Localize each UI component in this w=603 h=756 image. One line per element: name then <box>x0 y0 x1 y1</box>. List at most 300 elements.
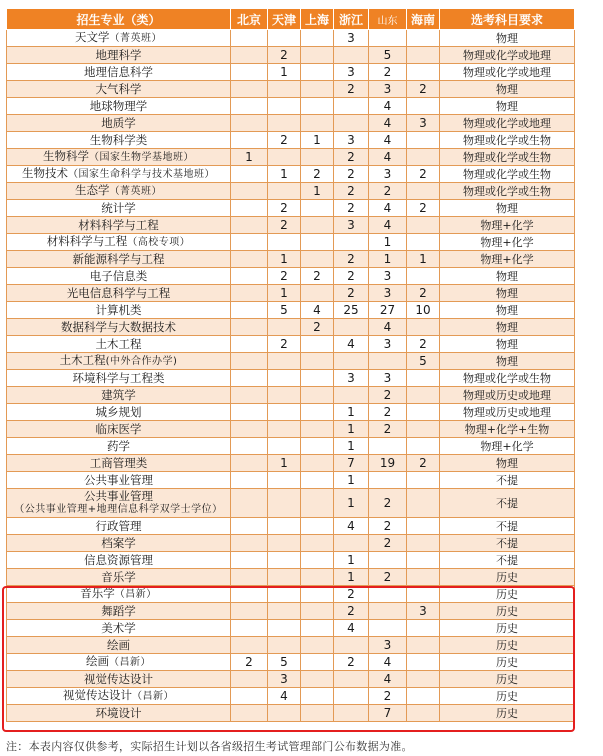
quota-hainan <box>407 132 440 149</box>
major-name: 地理信息科学 <box>84 64 153 79</box>
quota-shandong: 27 <box>369 302 407 319</box>
quota-zhejiang: 1 <box>334 404 369 421</box>
quota-beijing <box>231 535 268 552</box>
quota-tianjin <box>268 586 301 603</box>
major-cell <box>7 370 231 387</box>
subject-requirement: 物理或化学或地理 <box>440 64 575 81</box>
major-cell <box>7 688 231 705</box>
quota-shandong: 3 <box>369 166 407 183</box>
quota-shanghai <box>301 671 334 688</box>
subject-requirement: 物理 <box>440 268 575 285</box>
subject-requirement: 不提 <box>440 535 575 552</box>
quota-zhejiang: 2 <box>334 251 369 268</box>
quota-shanghai <box>301 654 334 671</box>
quota-beijing <box>231 387 268 404</box>
quota-hainan <box>407 569 440 586</box>
quota-shanghai <box>301 535 334 552</box>
table-row <box>7 217 575 234</box>
quota-tianjin <box>268 98 301 115</box>
major-cell <box>7 98 231 115</box>
quota-beijing <box>231 438 268 455</box>
quota-zhejiang <box>334 98 369 115</box>
quota-hainan <box>407 319 440 336</box>
subject-requirement: 不提 <box>440 489 575 518</box>
quota-zhejiang <box>334 319 369 336</box>
header-beijing: 北京 <box>231 9 268 30</box>
subject-requirement: 物理或化学或生物 <box>440 183 575 200</box>
subject-requirement: 历史 <box>440 586 575 603</box>
quota-zhejiang <box>334 688 369 705</box>
quota-hainan <box>407 217 440 234</box>
quota-shandong: 4 <box>369 217 407 234</box>
quota-shandong: 4 <box>369 98 407 115</box>
quota-beijing <box>231 620 268 637</box>
quota-tianjin: 2 <box>268 200 301 217</box>
table-row <box>7 98 575 115</box>
quota-hainan: 3 <box>407 115 440 132</box>
table-row <box>7 370 575 387</box>
quota-tianjin <box>268 438 301 455</box>
major-name: 光电信息科学与工程 <box>66 285 171 300</box>
quota-hainan <box>407 654 440 671</box>
subject-requirement: 物理 <box>440 319 575 336</box>
major-cell <box>7 518 231 535</box>
quota-shanghai <box>301 387 334 404</box>
quota-zhejiang <box>334 47 369 64</box>
quota-beijing <box>231 217 268 234</box>
subject-requirement: 历史 <box>440 688 575 705</box>
subject-requirement: 历史 <box>440 705 575 722</box>
quota-beijing <box>231 472 268 489</box>
quota-hainan: 2 <box>407 285 440 302</box>
quota-zhejiang <box>334 637 369 654</box>
quota-tianjin <box>268 421 301 438</box>
table-row <box>7 115 575 132</box>
quota-shanghai <box>301 637 334 654</box>
quota-zhejiang: 2 <box>334 268 369 285</box>
table-row <box>7 64 575 81</box>
quota-shanghai <box>301 81 334 98</box>
major-name: 生物科学 <box>43 149 89 163</box>
quota-hainan <box>407 234 440 251</box>
table-row <box>7 637 575 654</box>
table-header-row <box>7 9 575 30</box>
major-name: 材料科学与工程 <box>78 217 159 232</box>
header-major: 招生专业（类） <box>7 9 231 30</box>
major-name: 大气科学 <box>95 81 142 96</box>
quota-shandong: 3 <box>369 370 407 387</box>
quota-tianjin <box>268 637 301 654</box>
quota-zhejiang: 3 <box>334 370 369 387</box>
quota-hainan <box>407 620 440 637</box>
quota-shandong <box>369 438 407 455</box>
quota-hainan <box>407 472 440 489</box>
major-name: 音乐学 <box>80 586 115 600</box>
table-row <box>7 569 575 586</box>
quota-shanghai <box>301 455 334 472</box>
quota-hainan <box>407 489 440 518</box>
subject-requirement: 物理+化学 <box>440 217 575 234</box>
major-name: 药学 <box>107 438 130 453</box>
quota-zhejiang: 4 <box>334 518 369 535</box>
major-name: 音乐学 <box>101 569 136 584</box>
quota-shanghai <box>301 421 334 438</box>
quota-tianjin <box>268 603 301 620</box>
table-row <box>7 149 575 166</box>
quota-zhejiang: 2 <box>334 586 369 603</box>
major-cell <box>7 404 231 421</box>
quota-shandong: 4 <box>369 132 407 149</box>
major-cell <box>7 705 231 722</box>
quota-tianjin: 4 <box>268 688 301 705</box>
quota-beijing <box>231 47 268 64</box>
quota-shanghai <box>301 217 334 234</box>
table-row <box>7 404 575 421</box>
quota-beijing <box>231 688 268 705</box>
subject-requirement: 历史 <box>440 620 575 637</box>
major-cell <box>7 586 231 603</box>
table-row <box>7 535 575 552</box>
major-cell <box>7 319 231 336</box>
quota-hainan <box>407 268 440 285</box>
quota-zhejiang: 4 <box>334 336 369 353</box>
quota-beijing <box>231 637 268 654</box>
quota-beijing <box>231 132 268 149</box>
quota-tianjin <box>268 569 301 586</box>
quota-tianjin <box>268 404 301 421</box>
quota-shanghai <box>301 370 334 387</box>
quota-hainan <box>407 705 440 722</box>
quota-tianjin <box>268 535 301 552</box>
major-cell <box>7 302 231 319</box>
major-name: 公共事业管理 <box>84 489 153 503</box>
subject-requirement: 物理 <box>440 30 575 47</box>
quota-shanghai <box>301 30 334 47</box>
quota-beijing <box>231 268 268 285</box>
subject-requirement: 物理+化学 <box>440 438 575 455</box>
quota-zhejiang: 1 <box>334 421 369 438</box>
quota-zhejiang: 2 <box>334 149 369 166</box>
quota-beijing <box>231 603 268 620</box>
subject-requirement: 不提 <box>440 472 575 489</box>
major-note: （菁英班） <box>109 186 162 197</box>
major-name: 生物科学类 <box>89 132 148 147</box>
quota-zhejiang <box>334 353 369 370</box>
quota-hainan: 2 <box>407 336 440 353</box>
quota-shanghai: 4 <box>301 302 334 319</box>
table-row <box>7 671 575 688</box>
major-name: 地质学 <box>101 115 136 130</box>
subject-requirement: 物理或历史或地理 <box>440 387 575 404</box>
quota-shanghai <box>301 98 334 115</box>
quota-tianjin <box>268 705 301 722</box>
table-row <box>7 387 575 404</box>
table-row <box>7 234 575 251</box>
subject-requirement: 不提 <box>440 552 575 569</box>
quota-beijing <box>231 234 268 251</box>
quota-tianjin <box>268 370 301 387</box>
subject-requirement: 物理或化学或生物 <box>440 149 575 166</box>
quota-shanghai <box>301 552 334 569</box>
major-cell <box>7 552 231 569</box>
subject-requirement: 历史 <box>440 603 575 620</box>
quota-zhejiang: 3 <box>334 64 369 81</box>
quota-hainan <box>407 387 440 404</box>
quota-shandong: 2 <box>369 404 407 421</box>
quota-shandong: 5 <box>369 47 407 64</box>
subject-requirement: 物理或历史或地理 <box>440 404 575 421</box>
subject-requirement: 物理+化学+生物 <box>440 421 575 438</box>
quota-shandong <box>369 586 407 603</box>
quota-shanghai <box>301 149 334 166</box>
major-cell <box>7 200 231 217</box>
quota-shandong <box>369 603 407 620</box>
table-row <box>7 455 575 472</box>
major-note: （昌新） <box>114 589 157 600</box>
quota-hainan <box>407 421 440 438</box>
quota-tianjin: 3 <box>268 671 301 688</box>
major-cell <box>7 149 231 166</box>
major-cell <box>7 115 231 132</box>
major-name: 临床医学 <box>95 421 142 436</box>
major-name: 材料科学与工程 <box>46 234 128 248</box>
quota-beijing <box>231 64 268 81</box>
quota-zhejiang: 1 <box>334 552 369 569</box>
table-row <box>7 438 575 455</box>
table-row <box>7 688 575 705</box>
quota-zhejiang: 2 <box>334 166 369 183</box>
quota-beijing <box>231 705 268 722</box>
quota-beijing <box>231 353 268 370</box>
quota-tianjin <box>268 552 301 569</box>
quota-shanghai <box>301 285 334 302</box>
quota-hainan <box>407 47 440 64</box>
quota-tianjin: 1 <box>268 166 301 183</box>
major-cell <box>7 455 231 472</box>
quota-shandong: 2 <box>369 183 407 200</box>
quota-shanghai <box>301 353 334 370</box>
quota-hainan: 2 <box>407 81 440 98</box>
subject-requirement: 物理+化学 <box>440 251 575 268</box>
quota-beijing <box>231 98 268 115</box>
quota-hainan <box>407 637 440 654</box>
quota-zhejiang: 2 <box>334 183 369 200</box>
quota-tianjin: 5 <box>268 302 301 319</box>
major-name: 计算机类 <box>95 302 142 317</box>
quota-shandong: 2 <box>369 569 407 586</box>
table-row <box>7 319 575 336</box>
major-note: (中外合作办学) <box>105 356 178 367</box>
admission-plan-table <box>6 8 575 722</box>
quota-shandong <box>369 552 407 569</box>
quota-tianjin <box>268 234 301 251</box>
quota-shandong: 2 <box>369 64 407 81</box>
quota-shanghai <box>301 336 334 353</box>
subject-requirement: 物理或化学或地理 <box>440 47 575 64</box>
subject-requirement: 物理 <box>440 81 575 98</box>
quota-shandong: 2 <box>369 387 407 404</box>
major-name: 土木工程 <box>59 353 106 367</box>
major-cell <box>7 620 231 637</box>
quota-shandong: 4 <box>369 671 407 688</box>
major-cell <box>7 637 231 654</box>
major-cell <box>7 217 231 234</box>
major-cell <box>7 603 231 620</box>
quota-tianjin: 1 <box>268 285 301 302</box>
quota-shanghai <box>301 620 334 637</box>
quota-shandong: 2 <box>369 421 407 438</box>
quota-tianjin: 5 <box>268 654 301 671</box>
major-cell <box>7 234 231 251</box>
table-row <box>7 518 575 535</box>
quota-beijing <box>231 302 268 319</box>
quota-shanghai <box>301 688 334 705</box>
quota-shandong: 19 <box>369 455 407 472</box>
quota-beijing <box>231 671 268 688</box>
major-note: （高校专项） <box>127 237 191 248</box>
quota-shanghai <box>301 200 334 217</box>
major-cell <box>7 336 231 353</box>
table-row <box>7 183 575 200</box>
quota-shandong: 2 <box>369 518 407 535</box>
quota-beijing <box>231 586 268 603</box>
quota-shandong: 1 <box>369 234 407 251</box>
subject-requirement: 历史 <box>440 637 575 654</box>
quota-shanghai <box>301 438 334 455</box>
quota-beijing <box>231 569 268 586</box>
table-row <box>7 705 575 722</box>
major-name: 建筑学 <box>101 387 136 402</box>
quota-shandong: 4 <box>369 149 407 166</box>
quota-shanghai <box>301 251 334 268</box>
quota-hainan <box>407 370 440 387</box>
major-cell <box>7 421 231 438</box>
major-name: 土木工程 <box>95 336 142 351</box>
quota-beijing <box>231 115 268 132</box>
table-row <box>7 285 575 302</box>
quota-tianjin <box>268 620 301 637</box>
header-tianjin: 天津 <box>268 9 301 30</box>
quota-zhejiang: 1 <box>334 489 369 518</box>
quota-tianjin: 2 <box>268 336 301 353</box>
quota-shandong: 4 <box>369 115 407 132</box>
quota-beijing <box>231 81 268 98</box>
quota-tianjin <box>268 489 301 518</box>
quota-beijing <box>231 489 268 518</box>
quota-zhejiang: 7 <box>334 455 369 472</box>
quota-hainan: 3 <box>407 603 440 620</box>
quota-zhejiang: 4 <box>334 620 369 637</box>
subject-requirement: 物理或化学或生物 <box>440 370 575 387</box>
quota-zhejiang: 2 <box>334 654 369 671</box>
major-cell <box>7 472 231 489</box>
table-row <box>7 552 575 569</box>
table-row <box>7 30 575 47</box>
major-name: 环境设计 <box>95 705 142 720</box>
subject-requirement: 物理 <box>440 98 575 115</box>
quota-shandong: 2 <box>369 489 407 518</box>
major-cell <box>7 535 231 552</box>
quota-shanghai <box>301 569 334 586</box>
table-row <box>7 81 575 98</box>
quota-shandong: 2 <box>369 535 407 552</box>
major-cell <box>7 251 231 268</box>
quota-shanghai <box>301 489 334 518</box>
quota-tianjin <box>268 472 301 489</box>
quota-hainan <box>407 404 440 421</box>
major-note: （昌新） <box>132 691 174 702</box>
major-cell <box>7 654 231 671</box>
quota-shandong: 7 <box>369 705 407 722</box>
quota-tianjin <box>268 183 301 200</box>
quota-beijing <box>231 200 268 217</box>
quota-hainan: 1 <box>407 251 440 268</box>
major-name: 视觉传达设计 <box>63 688 132 702</box>
major-name: 新能源科学与工程 <box>72 251 165 266</box>
quota-beijing <box>231 455 268 472</box>
quota-hainan <box>407 149 440 166</box>
quota-shandong: 4 <box>369 654 407 671</box>
subject-requirement: 历史 <box>440 654 575 671</box>
quota-beijing <box>231 404 268 421</box>
quota-shandong: 3 <box>369 336 407 353</box>
quota-tianjin: 1 <box>268 455 301 472</box>
major-name: 绘画 <box>107 637 130 652</box>
header-requirement: 选考科目要求 <box>440 9 575 30</box>
quota-tianjin: 2 <box>268 132 301 149</box>
quota-hainan: 5 <box>407 353 440 370</box>
quota-tianjin <box>268 319 301 336</box>
table-row <box>7 251 575 268</box>
major-cell <box>7 30 231 47</box>
header-zhejiang: 浙江 <box>334 9 369 30</box>
major-name: 城乡规划 <box>95 404 142 419</box>
quota-hainan <box>407 183 440 200</box>
quota-zhejiang: 2 <box>334 81 369 98</box>
subject-requirement: 物理 <box>440 455 575 472</box>
major-name: 行政管理 <box>95 518 142 533</box>
major-cell <box>7 183 231 200</box>
quota-shanghai <box>301 518 334 535</box>
quota-zhejiang: 25 <box>334 302 369 319</box>
quota-hainan <box>407 671 440 688</box>
quota-zhejiang: 1 <box>334 438 369 455</box>
major-cell <box>7 64 231 81</box>
quota-hainan <box>407 438 440 455</box>
major-name: 信息资源管理 <box>84 552 153 567</box>
quota-zhejiang <box>334 387 369 404</box>
major-name: 生物技术 <box>22 166 68 180</box>
quota-zhejiang <box>334 234 369 251</box>
quota-shandong <box>369 472 407 489</box>
quota-shandong <box>369 30 407 47</box>
footnote: 注：本表内容仅供参考，实际招生计划以各省级招生考试管理部门公布数据为准。 <box>6 740 413 753</box>
subject-requirement: 物理 <box>440 285 575 302</box>
quota-shandong: 3 <box>369 637 407 654</box>
quota-shandong: 2 <box>369 688 407 705</box>
major-name: 视觉传达设计 <box>84 671 153 686</box>
subject-requirement: 物理 <box>440 200 575 217</box>
major-note: （国家生命科学与技术基地班） <box>68 169 215 180</box>
major-cell <box>7 166 231 183</box>
subject-requirement: 物理 <box>440 336 575 353</box>
quota-tianjin <box>268 115 301 132</box>
quota-zhejiang: 2 <box>334 603 369 620</box>
quota-zhejiang <box>334 535 369 552</box>
quota-zhejiang <box>334 705 369 722</box>
table-row <box>7 166 575 183</box>
quota-beijing <box>231 336 268 353</box>
